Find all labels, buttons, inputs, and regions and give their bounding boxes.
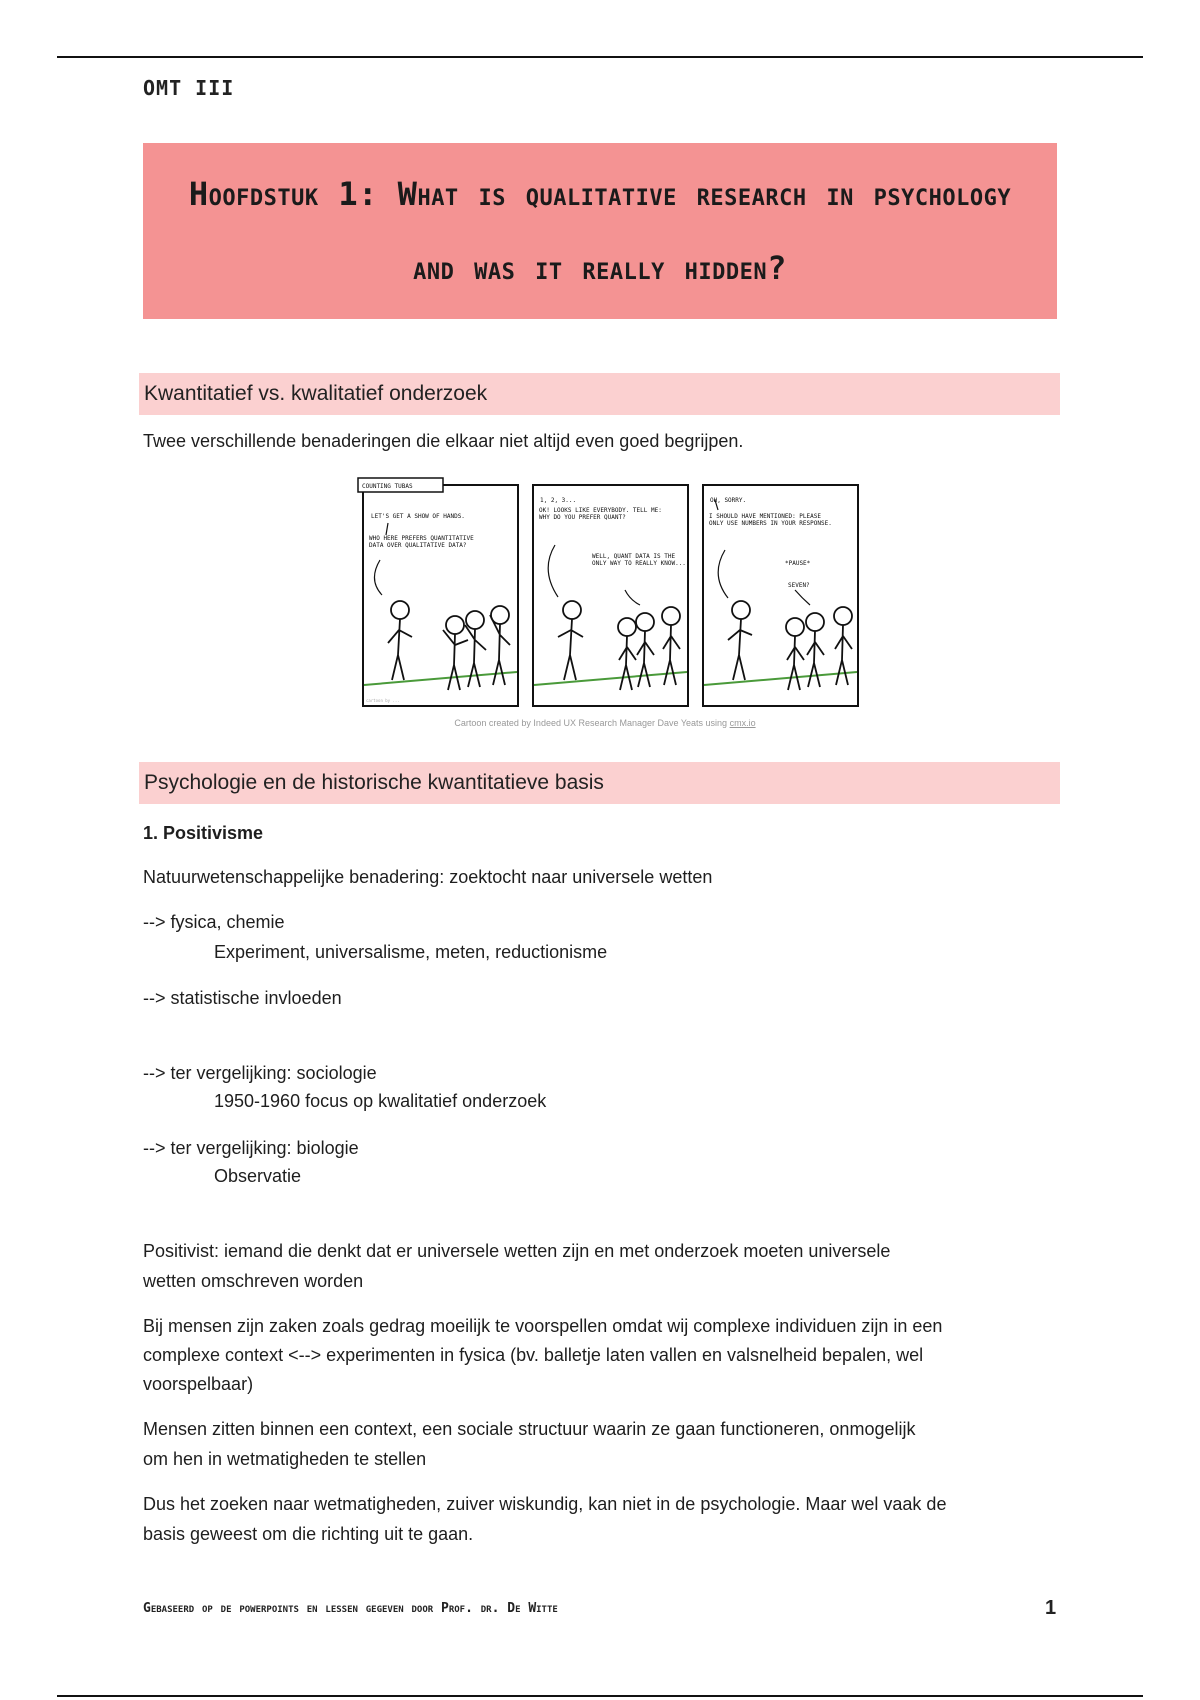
- comic-panel-3-text-4: SEVEN?: [788, 582, 810, 589]
- positivisme-heading: 1. Positivisme: [143, 823, 264, 843]
- comic-caption: [340, 718, 870, 728]
- positivist-paragraph-line-2: wetten omschreven worden: [143, 1271, 364, 1291]
- bullet-sociologie-sub: 1950-1960 focus op kwalitatief onderzoek: [214, 1091, 547, 1111]
- comic-panel-1-text-2: WHO HERE PREFERS QUANTITATIVE DATA OVER QUALITATIVE DATA?: [369, 535, 474, 549]
- bullet-statistiek: --> statistische invloeden: [143, 988, 342, 1008]
- mensen-paragraph-line-1: Bij mensen zijn zaken zoals gedrag moeilijk te voorspellen omdat wij complexe individuen zijn in een: [143, 1316, 943, 1336]
- comic-title-label: COUNTING TUBAS: [362, 483, 413, 490]
- comic-panel-3-text-1: OH, SORRY.: [710, 497, 747, 504]
- page-number: 1: [1045, 1597, 1057, 1619]
- mensen-paragraph-line-3: voorspelbaar): [143, 1374, 254, 1394]
- wetmatigheden-paragraph-line-1: Dus het zoeken naar wetmatigheden, zuiver wiskundig, kan niet in de psychologie. Maar wel vaak de: [143, 1494, 947, 1514]
- comic-panel-2-text-1: 1, 2, 3...: [540, 497, 577, 504]
- comic-panel-1-text-2-wrap: [369, 535, 489, 575]
- comic-credit: cartoon by ...: [366, 698, 400, 703]
- comic-caption-link[interactable]: cmx.io: [729, 718, 756, 728]
- positivist-paragraph-line-1: Positivist: iemand die denkt dat er universele wetten zijn en met onderzoek moeten universele: [143, 1241, 891, 1261]
- top-rule: [57, 56, 1143, 58]
- intro-paragraph: Twee verschillende benaderingen die elkaar niet altijd even goed begrijpen.: [143, 431, 744, 451]
- section-heading-psychologie: Psychologie en de historische kwantitatieve basis: [139, 762, 1060, 804]
- mensen-paragraph-line-2: complexe context <--> experimenten in fysica (bv. balletje laten vallen en valsnelheid bepalen, wel: [143, 1345, 924, 1365]
- comic-caption-text: Cartoon created by Indeed UX Research Manager Dave Yeats using: [454, 718, 728, 728]
- section-heading-kwantitatief: Kwantitatief vs. kwalitatief onderzoek: [139, 373, 1060, 415]
- wetmatigheden-paragraph-line-2: basis geweest om die richting uit te gaan.: [143, 1524, 474, 1544]
- chapter-title-box: [143, 143, 1057, 319]
- comic-panel-2-text-2: OK! LOOKS LIKE EVERYBODY. TELL ME: WHY DO YOU PREFER QUANT?: [539, 507, 662, 521]
- header-label: OMT III: [143, 76, 235, 100]
- bullet-biologie: --> ter vergelijking: biologie: [143, 1138, 359, 1158]
- bottom-rule: [57, 1695, 1143, 1697]
- comic-panel-2-text-3: WELL, QUANT DATA IS THE ONLY WAY TO REALLY KNOW...: [592, 553, 686, 567]
- context-paragraph-line-2: om hen in wetmatigheden te stellen: [143, 1449, 427, 1469]
- comic-illustration: [340, 465, 870, 740]
- comic-panel-3-text-2: I SHOULD HAVE MENTIONED: PLEASE ONLY USE NUMBERS IN YOUR RESPONSE.: [709, 513, 832, 527]
- comic-panel-1-text-1: LET'S GET A SHOW OF HANDS.: [371, 513, 465, 520]
- bullet-fysica-sub: Experiment, universalisme, meten, reductionisme: [214, 942, 608, 962]
- chapter-title-line-1: Hoofdstuk 1: What is qualitative research in psychology: [188, 175, 1012, 213]
- footer-text: Gebaseerd op de powerpoints en lessen gegeven door Prof. dr. De Witte: [143, 1601, 558, 1616]
- positivisme-paragraph-1: Natuurwetenschappelijke benadering: zoektocht naar universele wetten: [143, 867, 713, 887]
- context-paragraph-line-1: Mensen zitten binnen een context, een sociale structuur waarin ze gaan functioneren, onmogelijk: [143, 1419, 916, 1439]
- bullet-biologie-sub: Observatie: [214, 1166, 302, 1186]
- comic-panel-3-text-3: *PAUSE*: [785, 560, 811, 567]
- chapter-title-line-2: and was it really hidden?: [413, 249, 787, 287]
- bullet-fysica: --> fysica, chemie: [143, 912, 285, 932]
- bullet-sociologie: --> ter vergelijking: sociologie: [143, 1063, 377, 1083]
